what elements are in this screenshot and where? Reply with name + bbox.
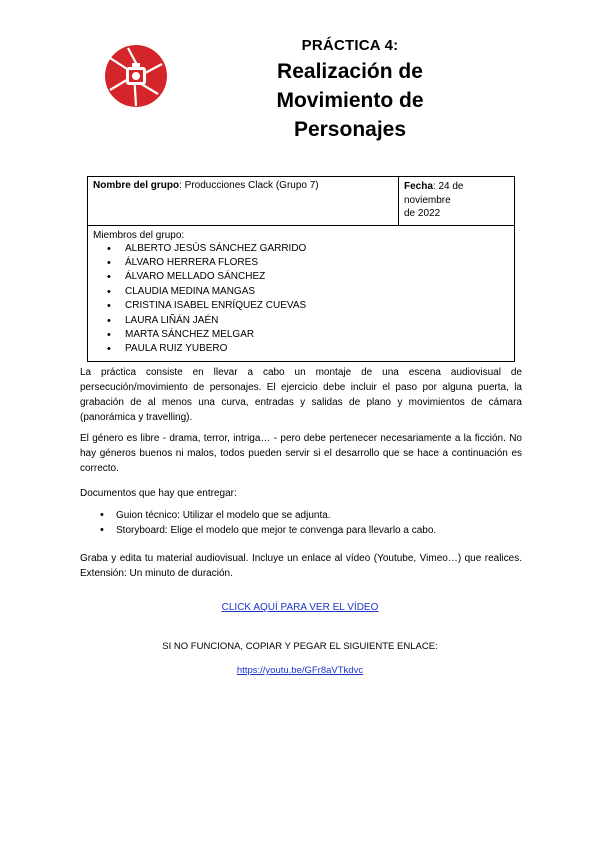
instructions-paragraph: Graba y edita tu material audiovisual. Incluye un enlace al vídeo (Youtube, Vimeo…) que realices. Extensión: Un minuto de duración.	[80, 553, 522, 579]
title-line: Personajes	[293, 118, 407, 141]
member-item: • ALBERTO JESÚS SÁNCHEZ GARRIDO	[93, 242, 509, 256]
documents-list	[80, 508, 522, 538]
logo	[104, 44, 168, 108]
members-list	[93, 242, 509, 357]
member-item: • CRISTINA ISABEL ENRÍQUEZ CUEVAS	[93, 299, 509, 313]
genre-paragraph: El género es libre - drama, terror, intriga… - pero debe pertenecer necesariamente a la ficción. No hay géneros buenos ni malos, todos pueden servir si el desarrollo que se hace a continuación es correcto.	[80, 433, 522, 474]
date-value-line: de 2022	[404, 208, 441, 219]
page-title	[250, 57, 450, 144]
documents-heading: Documentos que hay que entregar:	[80, 488, 237, 499]
title-line: Realización de	[277, 60, 423, 83]
member-item: • CLAUDIA MEDINA MANGAS	[93, 285, 509, 299]
member-item: • MARTA SÁNCHEZ MELGAR	[93, 328, 509, 342]
member-item: • LAURA LIÑÁN JAÉN	[93, 314, 509, 328]
date-label: Fecha	[404, 181, 433, 192]
members-label: Miembros del grupo:	[93, 229, 185, 241]
practica-number: PRÁCTICA 4:	[301, 37, 399, 54]
document-item: • Guion técnico: Utilizar el modelo que se adjunta.	[80, 508, 522, 523]
group-name-cell	[88, 177, 399, 226]
copy-link-note: SI NO FUNCIONA, COPIAR Y PEGAR EL SIGUIENTE ENLACE:	[162, 641, 438, 652]
group-name-label: Nombre del grupo	[93, 180, 180, 191]
document-item: • Storyboard: Elige el modelo que mejor te convenga para llevarlo a cabo.	[80, 523, 522, 538]
watch-video-link[interactable]: CLICK AQUÍ PARA VER EL VÍDEO	[221, 602, 379, 613]
date-value-line: noviembre	[404, 194, 451, 206]
member-item: • ÁLVARO HERRERA FLORES	[93, 256, 509, 270]
group-name-value: : Producciones Clack (Grupo 7)	[179, 180, 319, 191]
members-cell	[88, 225, 515, 361]
date-value-line: : 24 de	[432, 181, 464, 192]
group-info-table	[87, 176, 515, 362]
member-item: • ÁLVARO MELLADO SÁNCHEZ	[93, 270, 509, 284]
date-cell	[399, 177, 515, 226]
description-paragraph: La práctica consiste en llevar a cabo un montaje de una escena audiovisual de persecución/movimiento de personajes. El ejercicio debe incluir el paso por alguna puerta, la grabación de al menos una curva, entradas y salidas de plano y movimientos de cámara (panorámica y travelling).	[80, 367, 522, 423]
camera-aperture-icon	[104, 44, 168, 108]
member-item: • PAULA RUIZ YUBERO	[93, 342, 509, 356]
title-line: Movimiento de	[276, 89, 424, 112]
video-url-link[interactable]: https://youtu.be/GFr8aVTkdvc	[236, 665, 364, 676]
title-block	[250, 36, 450, 144]
